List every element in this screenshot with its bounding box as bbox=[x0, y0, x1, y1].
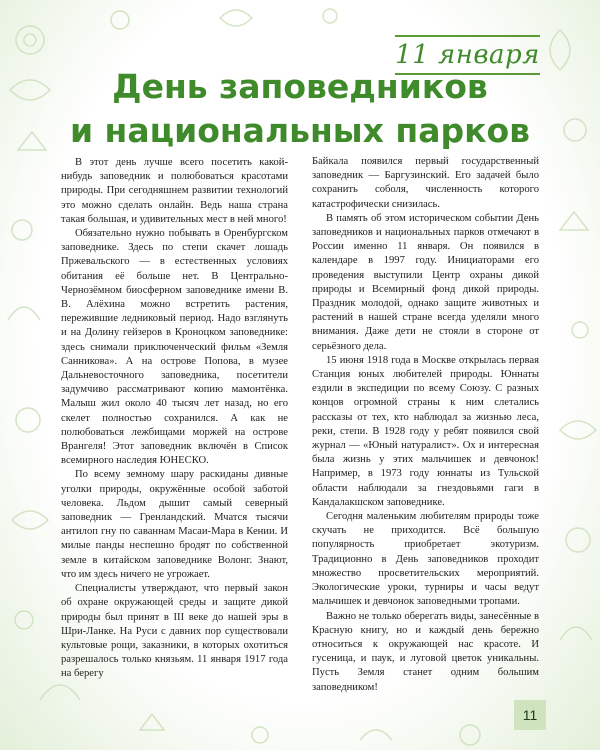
paragraph: По всему земному шару раскиданы дивные уголки природы, окружённые особой заботой человека. Льдом дышит самый северный заповедник — Гренландский. Мчатся тысячи антилоп гну по саваннам Масаи-Мара в Кении. И милые панды неспешно бродят по собственной земле в китайском заповеднике Волонг. Знают, что им здесь ничего не угрожает. bbox=[61, 469, 288, 580]
title-line-1: День заповедников bbox=[112, 67, 488, 106]
title-line-2: и национальных парков bbox=[69, 111, 531, 150]
paragraph: Обязательно нужно побывать в Оренбургском заповеднике. Здесь по степи скачет лошадь Пржевальского — в естественных условиях обитания её больше нет. В Центрально-Чернозёмном биосферном заповеднике имени В. В. Алёхина можно встретить растения, пережившие ледниковый период. Надо взглянуть и на Долину гейзеров в Кроноцком заповеднике: здесь снимали приключенческий фильм «Земля Санникова». А на острове Попова, в музее Дальневосточного заповедника, посетители задумчиво рассматривают копию мамонтёнка. Малыш жил около 40 тысяч лет назад, но его скелет полностью сохранился. А как не полюбоваться лежбищами моржей на острове Врангеля! Этот заповедник включён в Список всемирного наследия ЮНЕСКО. bbox=[61, 228, 288, 467]
paragraph: Сегодня маленьким любителям природы тоже скучать не приходится. Всё большую популярность приобретает экотуризм. Традиционно в День заповедников проходит множество просветительских мероприятий. Экологические уроки, турниры и часы ведут мальчишек и девчонок заповедными тропами. bbox=[312, 511, 539, 608]
right-column bbox=[312, 155, 539, 695]
paragraph: 15 июня 1918 года в Москве открылась первая Станция юных любителей природы. Юннаты ездили в экспедиции по всему Союзу. С разных концов огромной страны к ним слетались рассказы от тех, кто наблюдал за жизнью леса, реки, степи. В 1928 году у ребят появился свой журнал — «Юный натуралист». Ох и интересная была жизнь у этих мальчишек и девчонок! Например, в 1973 году юннаты из Тульской области наблюдали за гнездовьями гаги в Кандалакшском заповеднике. bbox=[312, 354, 539, 508]
date-label: 11 января bbox=[395, 40, 540, 70]
article-body bbox=[61, 155, 539, 695]
page-number: 11 bbox=[514, 700, 546, 730]
paragraph: Специалисты утверждают, что первый закон об охране окружающей среды и защите дикой природы был принят в III веке до нашей эры в Шри-Ланке. На Руси с давних пор существовали культовые рощи, заказники, в которых охотиться разрешалось только князьям. 11 января 1917 года на берегу bbox=[61, 583, 288, 680]
paragraph: В этот день лучше всего посетить какой-нибудь заповедник и полюбоваться красотами природы. При сегодняшнем развитии технологий это можно сделать онлайн. Ведь наша страна такая большая, и удивительных мест в ней много! bbox=[61, 157, 288, 225]
left-column bbox=[61, 156, 288, 695]
paragraph: В память об этом историческом событии День заповедников и национальных парков отмечают в России именно 11 января. Он появился в календаре в 1997 году. Инициаторами его проведения выступили Центр охраны дикой природы и Всемирный фонд дикой природы. Праздник молодой, однако защите животных и растений в нашей стране всегда уделяли много внимания. Даже дети не стояли в стороне от серьёзного дела. bbox=[312, 212, 539, 352]
paragraph: Важно не только оберегать виды, занесённые в Красную книгу, но и каждый день бережно относиться к окружающей нас красоте. И гусеница, и паук, и луговой цветок уникальны. Пусть Земля станет одним большим заповедником! bbox=[312, 610, 539, 693]
paragraph-continuation: Байкала появился первый государственный заповедник — Баргузинский. Его задачей было сохранить соболя, численность которого катастрофически снизилась. bbox=[312, 156, 539, 210]
page-title bbox=[60, 65, 540, 153]
